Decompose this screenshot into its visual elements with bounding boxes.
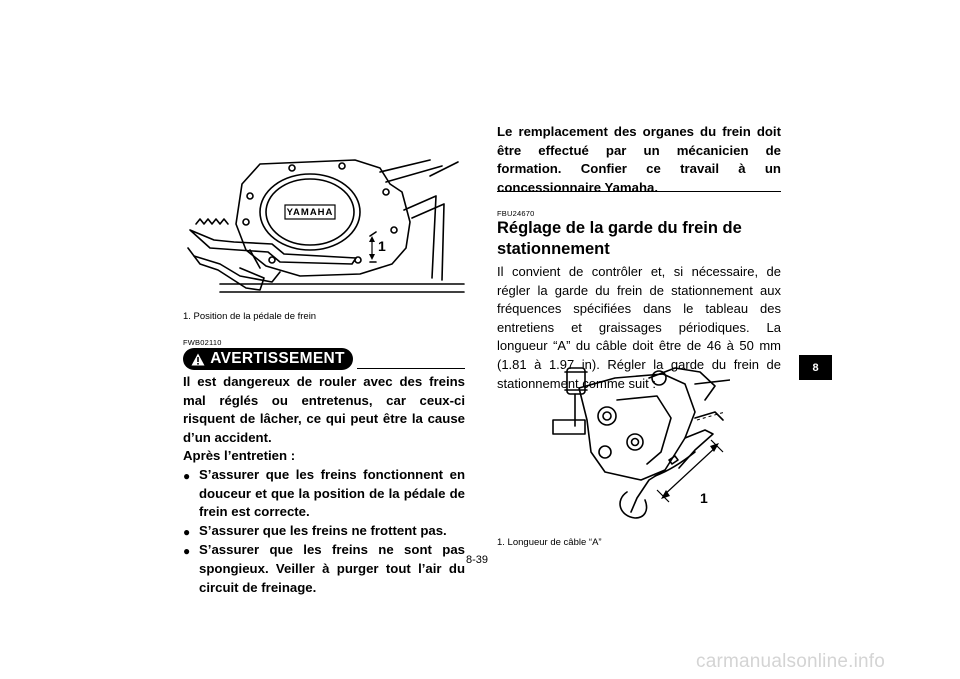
- warning-label: AVERTISSEMENT: [210, 350, 345, 367]
- chapter-tab[interactable]: 8: [799, 355, 832, 380]
- right-warning-rule: [497, 191, 781, 192]
- right-figure-caption: 1. Longueur de câble “A”: [497, 537, 602, 548]
- bullet-dot-icon: ●: [183, 468, 191, 483]
- bullet-dot-icon: ●: [183, 544, 191, 559]
- list-item: ● S’assurer que les freins ne sont pas spongieux. Veiller à purger tout l’air du circuit de freinage.: [183, 542, 465, 595]
- section-body: Il convient de contrôler et, si nécessaire, de régler la garde du frein de stationnement aux fréquences spécifiées dans le tableau des entretiens et graissages périodiques. La longueur “A” du câble doit être de 46 à 50 mm (1.81 à 1.97 in). Régler la garde du frein de stationnement comme suit :: [497, 264, 781, 391]
- warning-body: [183, 373, 465, 597]
- warning-code: FWB02110: [183, 338, 222, 347]
- section-title: Réglage de la garde du frein de stationnement: [497, 219, 742, 258]
- warning-paragraph: Il est dangereux de rouler avec des freins mal réglés ou entretenus, car ceux-ci risquent de lâcher, ce qui peut être la cause d’un accident.: [183, 374, 465, 445]
- right-warning-text: Le remplacement des organes du frein doit être effectué par un mécanicien de formation. Confier ce travail à un concessionnaire Yamaha.: [497, 124, 781, 195]
- list-item: ● S’assurer que les freins fonctionnent en douceur et que la position de la pédale de frein est correcte.: [183, 466, 465, 520]
- warning-after-title: Après l’entretien :: [183, 448, 296, 464]
- warning-rule: [357, 368, 465, 369]
- yamaha-logo: YAMAHA: [286, 207, 334, 218]
- bullet-dot-icon: ●: [183, 524, 191, 539]
- page-number: 8-39: [466, 554, 489, 566]
- watermark: carmanualsonline.info: [696, 651, 886, 672]
- left-figure-caption: 1. Position de la pédale de frein: [183, 311, 317, 322]
- figure-callout-1: 1: [700, 490, 708, 506]
- brake-pedal-illustration: [180, 152, 466, 304]
- figure-callout-1: 1: [378, 238, 386, 254]
- warning-triangle-icon: [191, 353, 205, 366]
- section-code: FBU24670: [497, 209, 535, 218]
- list-item: ● S’assurer que les freins ne frottent pas.: [183, 522, 465, 542]
- warning-banner: [183, 348, 353, 370]
